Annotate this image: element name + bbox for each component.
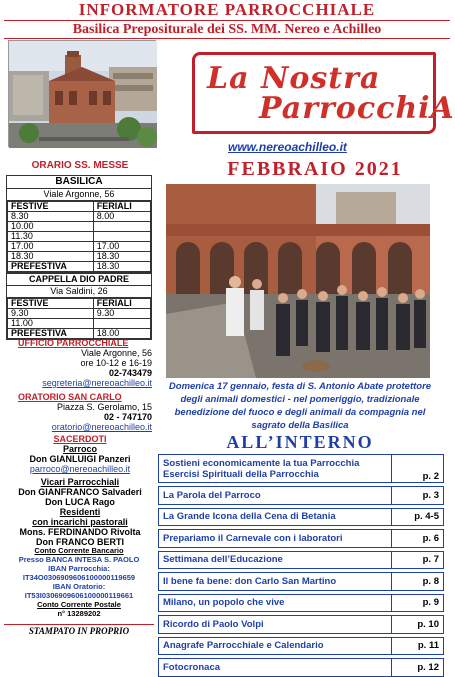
table-of-contents [158, 454, 444, 677]
header-divider [4, 38, 450, 39]
issue-month: FEBBRAIO 2021 [227, 158, 403, 180]
vicario-1: Don GIANFRANCO Salvaderi [18, 487, 142, 497]
masses-title: ORARIO SS. MESSE [31, 160, 129, 171]
toc-item-page: p. 6 [392, 530, 444, 548]
oratorio-email[interactable]: oratorio@nereoachilleo.it [51, 422, 152, 432]
toc-item-page: p. 4-5 [392, 508, 444, 526]
cappella-address: Via Saldini, 26 [7, 286, 151, 298]
cell [93, 222, 150, 232]
toc-item-title[interactable]: La Grande Icona della Cena di Betania [159, 508, 392, 526]
bank-title: Conto Corrente Bancario [34, 546, 124, 555]
cell [93, 232, 150, 242]
toc-item-page: p. 8 [392, 573, 444, 591]
photo-caption: Domenica 17 gennaio, festa di S. Antonio Abate protettore degli animali domestici - nel pomeriggio, tradizionale benedizione del fuoco e degli animali da compagnia nel sagrato della Basilica [168, 381, 432, 431]
printed-note: STAMPATO IN PROPRIO [4, 624, 154, 636]
postal-number: n° 13289202 [57, 609, 101, 618]
cell: 18.30 [93, 252, 150, 262]
toc-item-title[interactable]: La Parola del Parroco [159, 487, 392, 505]
toc-item-title[interactable]: Fotocronaca [159, 659, 392, 677]
header-divider [4, 20, 450, 21]
basilica-schedule [6, 175, 152, 273]
toc-item-title[interactable]: Sostieni economicamente la tua Parrocchia Esercisi Spirituali della Parrocchia [159, 455, 392, 483]
website-link[interactable]: www.nereoachilleo.it [228, 140, 347, 154]
parroco-label: Parroco [62, 444, 97, 454]
bank-info [6, 546, 152, 618]
toc-item-title[interactable]: Settimana dell’Educazione [159, 551, 392, 569]
col-festive: FESTIVE [8, 299, 94, 309]
prefestiva-label: PREFESTIVA [8, 262, 94, 272]
office-email[interactable]: segreteria@nereoachilleo.it [42, 378, 152, 388]
blessing-event-photo [166, 184, 430, 378]
cell: 8.30 [8, 212, 94, 222]
cell [93, 319, 150, 329]
parroco-name: Don GIANLUIGI Panzeri [29, 454, 131, 464]
prefestiva-value: 18.00 [93, 329, 150, 339]
toc-row[interactable] [159, 573, 444, 591]
priests-title: SACERDOTI [53, 434, 107, 444]
office-phone: 02-743479 [108, 368, 152, 378]
toc-row[interactable] [159, 487, 444, 505]
toc-row[interactable] [159, 508, 444, 526]
cell: 10.00 [8, 222, 94, 232]
col-feriali: FERIALI [93, 299, 150, 309]
logo-line-2: ParrocchiA [259, 91, 455, 126]
toc-item-title[interactable]: Il bene fa bene: don Carlo San Martino [159, 573, 392, 591]
parroco-email[interactable]: parroco@nereoachilleo.it [29, 464, 131, 474]
newsletter-subtitle: Basilica Prepositurale dei SS. MM. Nereo e Achilleo [72, 22, 382, 37]
iban-parrocchia: IT34O0306909606100000119659 [22, 573, 136, 582]
oratorio-address: Piazza S. Gerolamo, 15 [56, 402, 152, 412]
postal-label: Conto Corrente Postale [37, 600, 121, 609]
toc-row[interactable] [159, 637, 444, 655]
toc-item-title[interactable]: Milano, un popolo che vive [159, 594, 392, 612]
cell: 11.30 [8, 232, 94, 242]
vicario-2: Don LUCA Rago [45, 497, 115, 507]
office-hours: ore 10-12 e 16-19 [80, 358, 152, 368]
residenti-sub: con incarichi pastorali [32, 517, 128, 527]
oratorio-title: ORATORIO SAN CARLO [18, 392, 122, 402]
prefestiva-label: PREFESTIVA [8, 329, 94, 339]
oratorio-info [0, 392, 160, 432]
cell: 18.30 [8, 252, 94, 262]
logo-line-1: La Nostra [207, 61, 381, 96]
residenti-label: Residenti [59, 507, 101, 517]
office-title: UFFICIO PARROCCHIALE [18, 338, 129, 348]
cell: 17.00 [93, 242, 150, 252]
la-nostra-parrocchia-logo [192, 52, 455, 134]
basilica-photo [8, 40, 156, 147]
residente-2: Don FRANCO BERTI [36, 537, 124, 547]
cell: 9.30 [8, 309, 94, 319]
toc-item-page: p. 3 [392, 487, 444, 505]
toc-row[interactable] [159, 616, 444, 634]
basilica-schedule-table [7, 201, 151, 272]
toc-row[interactable] [159, 659, 444, 677]
priests-info [0, 434, 160, 547]
toc-row[interactable] [159, 551, 444, 569]
toc-row[interactable] [159, 594, 444, 612]
cell: 8.00 [93, 212, 150, 222]
toc-item-page: p. 12 [392, 659, 444, 677]
col-feriali: FERIALI [93, 202, 150, 212]
office-info [0, 338, 160, 388]
cappella-schedule-table [7, 298, 151, 339]
cappella-schedule [6, 273, 152, 340]
basilica-address: Viale Argonne, 56 [7, 189, 151, 201]
cell: 17.00 [8, 242, 94, 252]
col-festive: FESTIVE [8, 202, 94, 212]
toc-item-page: p. 7 [392, 551, 444, 569]
bank-name: Presso BANCA INTESA S. PAOLO [18, 555, 140, 564]
toc-item-page: p. 9 [392, 594, 444, 612]
iban-oratorio: IT53I0306909606100000119661 [24, 591, 134, 600]
toc-item-page: p. 10 [392, 616, 444, 634]
vicari-label: Vicari Parrocchiali [40, 477, 120, 487]
toc-item-page: p. 11 [392, 637, 444, 655]
cell: 9.30 [93, 309, 150, 319]
cappella-name: CAPPELLA DIO PADRE [7, 274, 151, 286]
office-address: Viale Argonne, 56 [81, 348, 152, 358]
iban-oratorio-label: IBAN Oratorio: [52, 582, 106, 591]
basilica-name: BASILICA [7, 176, 151, 189]
toc-item-title[interactable]: Anagrafe Parrocchiale e Calendario [159, 637, 392, 655]
oratorio-phone: 02 - 747170 [103, 412, 152, 422]
toc-item-page: p. 2 [392, 455, 444, 483]
toc-row[interactable] [159, 455, 444, 483]
cell: 11.00 [8, 319, 94, 329]
inside-title: ALL’INTERNO [226, 432, 374, 452]
toc-item-title[interactable]: Prepariamo il Carnevale con i laboratori [159, 530, 392, 548]
toc-item-title[interactable]: Ricordo di Paolo Volpi [159, 616, 392, 634]
prefestiva-value: 18.30 [93, 262, 150, 272]
newsletter-title: INFORMATORE PARROCCHIALE [78, 0, 376, 19]
residente-1: Mons. FERDINANDO Rivolta [19, 527, 141, 537]
toc-row[interactable] [159, 530, 444, 548]
iban-parrocchia-label: IBAN Parrocchia: [48, 564, 110, 573]
